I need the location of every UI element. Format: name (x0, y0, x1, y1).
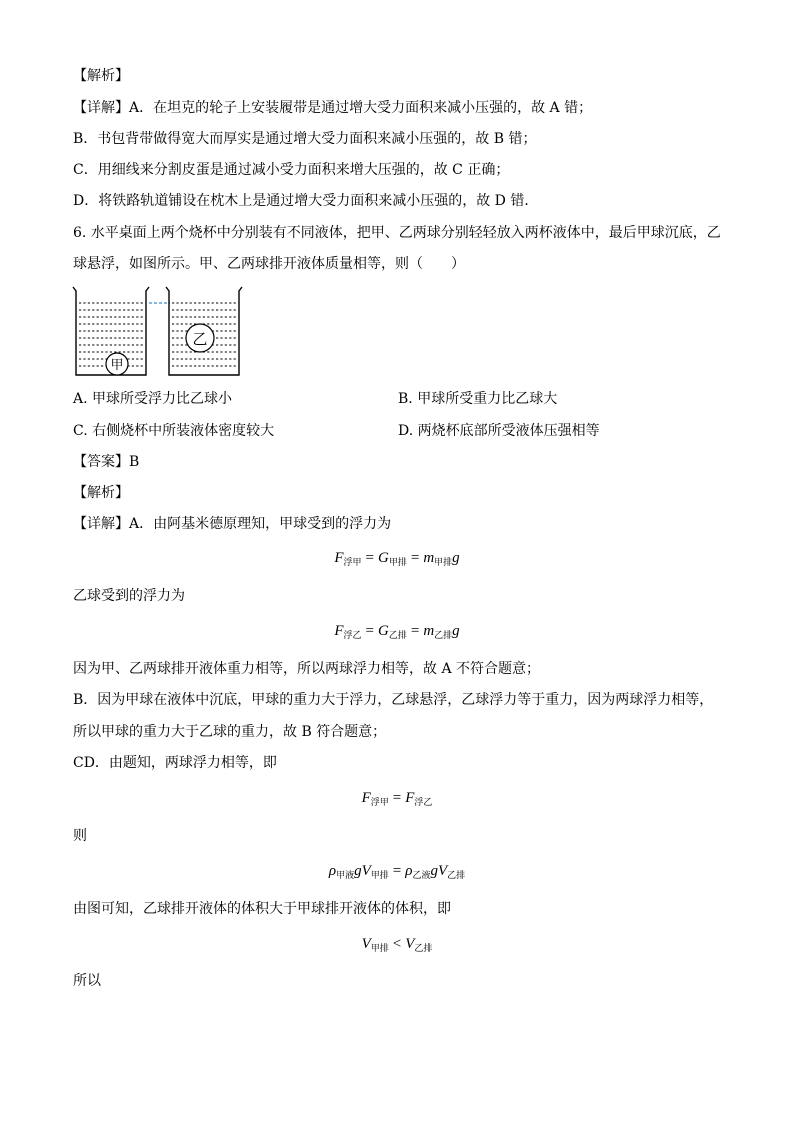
answer-line: 【答案】B (73, 454, 140, 470)
formula-density: $\rho_{甲液}gV_{甲排} = \rho_{乙液}gV_{乙排}$ (328, 863, 466, 881)
formula-equal-buoyancy: $F_{浮甲} = F_{浮乙}$ (361, 790, 433, 808)
detail-line-a: 【详解】A．由阿基米德原理知，甲球受到的浮力为 (73, 516, 392, 532)
explanation-line-d: D．将铁路轨道铺设在枕木上是通过增大受力面积来减小压强的，故 D 错． (73, 193, 539, 209)
detail-line-equal: 因为甲、乙两球排开液体重力相等，所以两球浮力相等，故 A 不符合题意； (73, 661, 541, 677)
detail-line-cd: CD．由题知，两球浮力相等，即 (73, 755, 277, 771)
option-b: B. 甲球所受重力比乙球大 (398, 391, 558, 407)
explanation-line-b: B．书包背带做得宽大而厚实是通过增大受力面积来减小压强的，故 B 错； (73, 131, 537, 147)
option-c: C. 右侧烧杯中所装液体密度较大 (73, 423, 275, 439)
question-6-line-2: 球悬浮，如图所示。甲、乙两球排开液体质量相等，则（ ） (73, 256, 465, 272)
ball-yi-label: 乙 (192, 330, 208, 348)
detail-line-b1: B．因为甲球在液体中沉底，甲球的重力大于浮力，乙球悬浮，乙球浮力等于重力，因为两球浮力相等， (73, 692, 714, 708)
question-6-line-1: 6. 水平桌面上两个烧杯中分别装有不同液体，把甲、乙两球分别轻轻放入两杯液体中，最后甲球沉底，乙 (73, 225, 721, 241)
explanation-line-c: C．用细线来分割皮蛋是通过减小受力面积来增大压强的，故 C 正确； (73, 162, 510, 178)
beakers-figure (70, 283, 250, 383)
analysis-heading-2: 【解析】 (73, 485, 129, 501)
detail-line-b2: 所以甲球的重力大于乙球的重力，故 B 符合题意； (73, 724, 387, 740)
formula-volume: $V_{甲排} < V_{乙排}$ (361, 936, 433, 954)
ball-jia-label: 甲 (110, 358, 124, 373)
detail-line-therefore: 所以 (73, 973, 101, 989)
formula-buoyancy-jia: $F_{浮甲} = G_{甲排} = m_{甲排}g$ (334, 550, 460, 568)
formula-buoyancy-yi: $F_{浮乙} = G_{乙排} = m_{乙排}g$ (334, 623, 460, 641)
option-a: A. 甲球所受浮力比乙球小 (73, 391, 233, 407)
explanation-line-a: 【详解】A．在坦克的轮子上安装履带是通过增大受力面积来减小压强的，故 A 错； (73, 100, 593, 116)
detail-line-then: 则 (73, 828, 87, 844)
detail-line-yi: 乙球受到的浮力为 (73, 588, 185, 604)
left-beaker (73, 287, 149, 375)
analysis-heading-1: 【解析】 (73, 68, 129, 84)
detail-line-volume: 由图可知，乙球排开液体的体积大于甲球排开液体的体积，即 (73, 901, 451, 917)
right-beaker (166, 287, 242, 375)
option-d: D. 两烧杯底部所受液体压强相等 (398, 423, 600, 439)
